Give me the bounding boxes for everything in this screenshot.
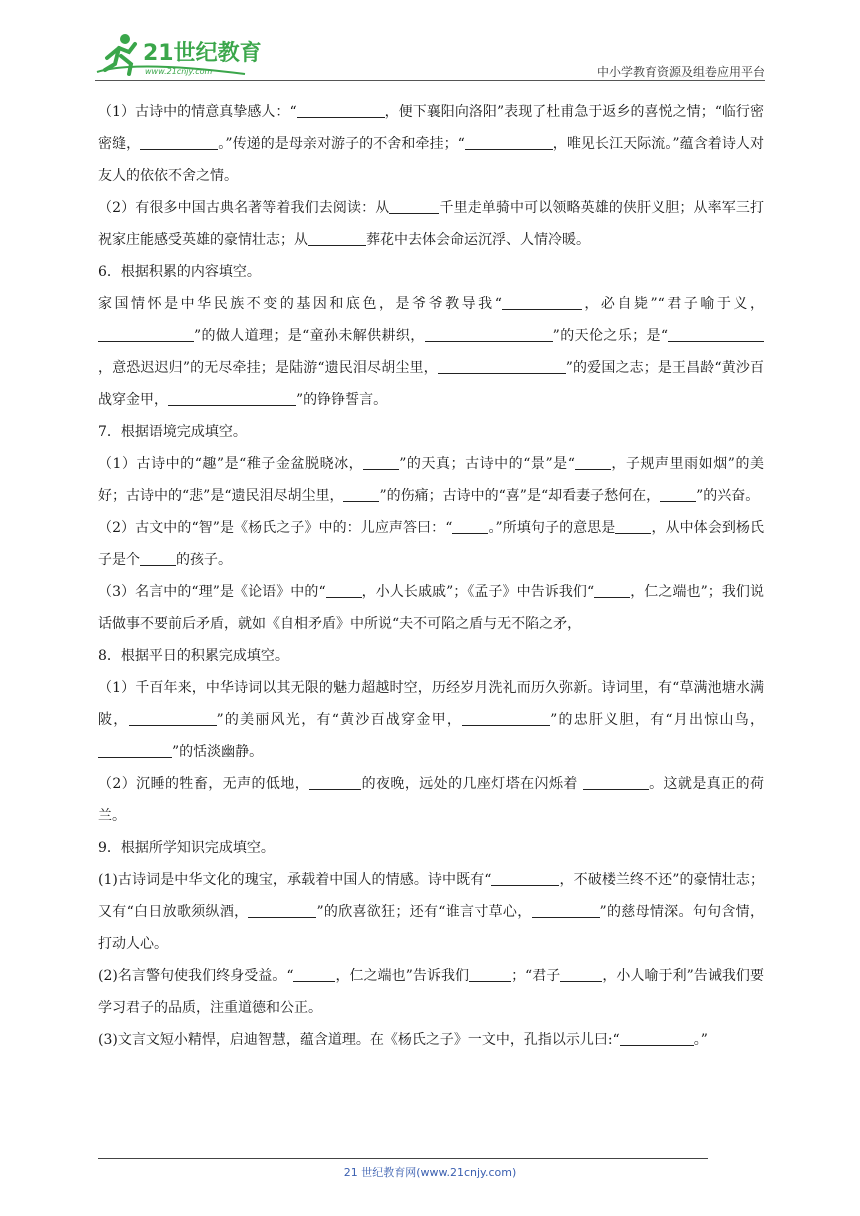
fill-in-blank[interactable] bbox=[363, 455, 399, 470]
question-paragraph bbox=[98, 864, 764, 960]
fill-in-blank[interactable] bbox=[309, 775, 361, 790]
question-paragraph bbox=[98, 448, 764, 512]
text-segment: ，从中体会到杨氏子是个 bbox=[98, 520, 764, 568]
fill-in-blank[interactable] bbox=[343, 487, 379, 502]
text-segment: ”的欣喜欲狂；还有“谁言寸草心， bbox=[316, 904, 532, 920]
text-segment: （1）古诗中的“趣”是“稚子金盆脱晓冰， bbox=[98, 456, 364, 472]
question-heading bbox=[98, 416, 764, 448]
text-segment: ”的爱国之志；是王昌龄“黄沙百战穿金甲， bbox=[98, 360, 764, 408]
text-segment: ，便下襄阳向洛阳”表现了杜甫急于返乡的喜悦之情；“临行密密缝， bbox=[98, 104, 764, 152]
text-segment: 7．根据语境完成填空。 bbox=[98, 424, 247, 440]
fill-in-blank[interactable] bbox=[293, 967, 335, 982]
fill-in-blank[interactable] bbox=[452, 519, 488, 534]
text-segment: ，仁之端也”；我们说话做事不要前后矛盾，就如《自相矛盾》中所说“夫不可陷之盾与无不陷之矛， bbox=[98, 584, 764, 632]
fill-in-blank[interactable] bbox=[98, 743, 172, 758]
fill-in-blank[interactable] bbox=[465, 135, 553, 150]
text-segment: ”的伤痛；古诗中的“喜”是“却看妻子愁何在， bbox=[379, 488, 661, 504]
text-segment: ”的天真；古诗中的“景”是“ bbox=[399, 456, 575, 472]
text-segment: 家国情怀是中华民族不变的基因和底色，是爷爷教导我“ bbox=[98, 296, 502, 312]
text-segment: (2)名言警句使我们终身受益。“ bbox=[98, 968, 294, 984]
fill-in-blank[interactable] bbox=[308, 231, 366, 246]
fill-in-blank[interactable] bbox=[326, 583, 362, 598]
header-divider bbox=[95, 80, 765, 81]
fill-in-blank[interactable] bbox=[248, 903, 316, 918]
question-heading bbox=[98, 640, 764, 672]
fill-in-blank[interactable] bbox=[575, 455, 611, 470]
fill-in-blank[interactable] bbox=[502, 295, 582, 310]
header-platform-text: 中小学教育资源及组卷应用平台 bbox=[596, 65, 765, 79]
page-header bbox=[95, 30, 765, 82]
text-segment: 千里走单骑中可以领略英雄的侠肝义胆；从率军三打祝家庄能感受英雄的豪情壮志；从 bbox=[98, 200, 765, 248]
text-segment: ；“君子 bbox=[511, 968, 561, 984]
text-segment: 。这就是真正的荷兰。 bbox=[98, 776, 764, 824]
fill-in-blank[interactable] bbox=[491, 871, 559, 886]
fill-in-blank[interactable] bbox=[168, 391, 296, 406]
question-paragraph bbox=[98, 512, 764, 576]
text-segment: 葬花中去体会命运沉浮、人情冷暖。 bbox=[366, 232, 590, 248]
question-paragraph bbox=[98, 768, 764, 832]
text-segment: （3）名言中的“理”是《论语》中的“ bbox=[98, 584, 326, 600]
question-heading bbox=[98, 832, 764, 864]
text-segment: ”的忠肝义胆，有“月出惊山鸟， bbox=[550, 712, 764, 728]
fill-in-blank[interactable] bbox=[615, 519, 651, 534]
text-segment: 的夜晚，远处的几座灯塔在闪烁着 bbox=[361, 776, 583, 792]
fill-in-blank[interactable] bbox=[532, 903, 600, 918]
question-paragraph bbox=[98, 288, 764, 416]
text-segment: 9．根据所学知识完成填空。 bbox=[98, 840, 275, 856]
question-paragraph bbox=[98, 1024, 764, 1056]
question-paragraph bbox=[98, 960, 764, 1024]
fill-in-blank[interactable] bbox=[469, 967, 511, 982]
fill-in-blank[interactable] bbox=[140, 551, 176, 566]
question-paragraph bbox=[98, 576, 764, 640]
text-segment: ，小人长戚戚”；《孟子》中告诉我们“ bbox=[361, 584, 595, 600]
runner-logo-icon bbox=[95, 30, 265, 78]
text-segment: ”的做人道理；是“童孙未解供耕织， bbox=[194, 328, 425, 344]
text-segment: ，意恐迟迟归”的无尽牵挂；是陆游“遗民泪尽胡尘里， bbox=[98, 360, 438, 376]
text-segment: ，小人喻于利”告诫我们要学习君子的品质，注重道德和公正。 bbox=[98, 968, 764, 1016]
fill-in-blank[interactable] bbox=[583, 775, 649, 790]
document-content bbox=[98, 96, 764, 1056]
text-segment: （2）有很多中国古典名著等着我们去阅读：从 bbox=[98, 200, 390, 216]
fill-in-blank[interactable] bbox=[425, 327, 553, 342]
text-segment: 6．根据积累的内容填空。 bbox=[98, 264, 261, 280]
text-segment: ”的美丽风光，有“黄沙百战穿金甲， bbox=[216, 712, 463, 728]
text-segment: ，仁之端也”告诉我们 bbox=[335, 968, 470, 984]
text-segment: （2）古文中的“智”是《杨氏之子》中的：儿应声答曰：“ bbox=[98, 520, 453, 536]
fill-in-blank[interactable] bbox=[140, 135, 218, 150]
fill-in-blank[interactable] bbox=[620, 1031, 694, 1046]
text-segment: ”的慈母情深。句句含情，打动人心。 bbox=[98, 904, 764, 952]
site-logo[interactable] bbox=[95, 30, 265, 78]
fill-in-blank[interactable] bbox=[297, 103, 385, 118]
text-segment: （2）沉睡的牲畜，无声的低地， bbox=[98, 776, 310, 792]
question-paragraph bbox=[98, 672, 764, 768]
text-segment: (1)古诗词是中华文化的瑰宝，承载着中国人的情感。诗中既有“ bbox=[98, 872, 492, 888]
question-paragraph bbox=[98, 192, 764, 256]
text-segment: 的孩子。 bbox=[176, 552, 232, 568]
text-segment: ”的兴奋。 bbox=[696, 488, 760, 504]
text-segment: 。” bbox=[693, 1032, 708, 1048]
fill-in-blank[interactable] bbox=[462, 711, 550, 726]
text-segment: (3)文言文短小精悍，启迪智慧，蕴含道理。在《杨氏之子》一文中，孔指以示儿曰:“ bbox=[98, 1032, 620, 1048]
fill-in-blank[interactable] bbox=[389, 199, 439, 214]
fill-in-blank[interactable] bbox=[594, 583, 630, 598]
fill-in-blank[interactable] bbox=[660, 487, 696, 502]
question-heading bbox=[98, 256, 764, 288]
footer-divider bbox=[98, 1158, 708, 1159]
text-segment: ，必自毙”“君子喻于义， bbox=[581, 296, 764, 312]
text-segment: ，不破楼兰终不还”的豪情壮志；又有“白日放歌须纵酒， bbox=[98, 872, 764, 920]
fill-in-blank[interactable] bbox=[129, 711, 217, 726]
fill-in-blank[interactable] bbox=[560, 967, 602, 982]
fill-in-blank[interactable] bbox=[98, 327, 194, 342]
svg-text:21世纪教育: 21世纪教育 bbox=[143, 41, 262, 66]
fill-in-blank[interactable] bbox=[668, 327, 764, 342]
footer-text[interactable]: 21 世纪教育网(www.21cnjy.com) bbox=[343, 1166, 517, 1179]
text-segment: ，子规声里雨如烟”的美好；古诗中的“悲”是“遗民泪尽胡尘里， bbox=[98, 456, 764, 504]
text-segment: ，唯见长江天际流。”蕴含着诗人对友人的依依不舍之情。 bbox=[98, 136, 764, 184]
fill-in-blank[interactable] bbox=[438, 359, 566, 374]
svg-text:www.21cnjy.com: www.21cnjy.com bbox=[145, 67, 213, 76]
text-segment: 。”传递的是母亲对游子的不舍和牵挂；“ bbox=[218, 136, 465, 152]
text-segment: 。”所填句子的意思是 bbox=[488, 520, 616, 536]
text-segment: 8．根据平日的积累完成填空。 bbox=[98, 648, 289, 664]
text-segment: ”的铮铮誓言。 bbox=[296, 392, 388, 408]
text-segment: （1）千百年来，中华诗词以其无限的魅力超越时空，历经岁月洗礼而历久弥新。诗词里，有“草满池塘水满陂， bbox=[98, 680, 764, 728]
question-paragraph bbox=[98, 96, 764, 192]
text-segment: ”的天伦之乐；是“ bbox=[552, 328, 668, 344]
text-segment: （1）古诗中的情意真挚感人：“ bbox=[98, 104, 297, 120]
text-segment: ”的恬淡幽静。 bbox=[172, 744, 264, 760]
